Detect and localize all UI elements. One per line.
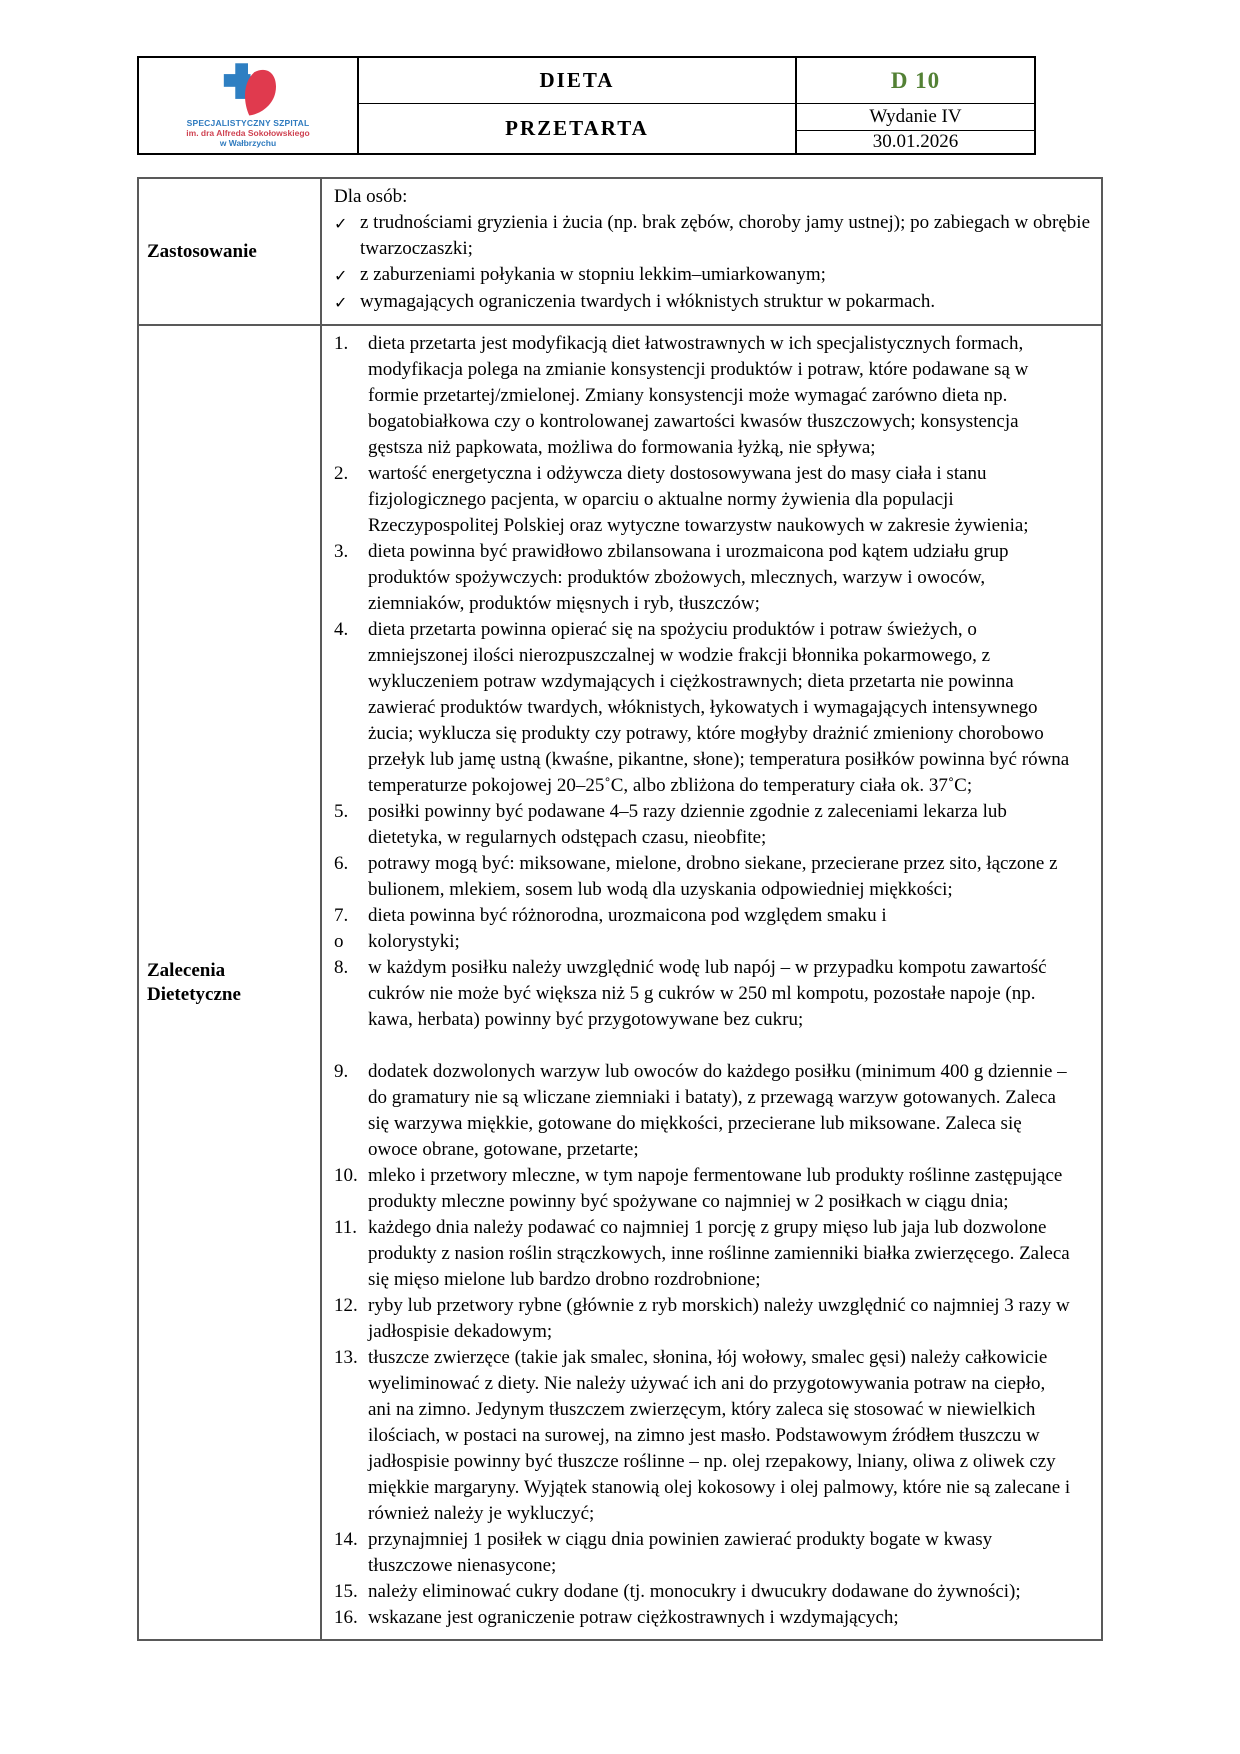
list-item-marker: o [334,931,344,952]
check-item-text: z zaburzeniami połykania w stopniu lekkim–umiarkowanym; [360,264,826,285]
zastosowanie-content [322,179,1101,324]
list-item-text: należy eliminować cukry dodane (tj. monocukry i dwucukry dodawane do żywności); [368,1581,1021,1602]
list-item-marker: 10. [334,1165,358,1186]
list-item-text: wartość energetyczna i odżywcza diety dostosowywana jest do masy ciała i stanu fizjologicznego pacjenta, w oparciu o aktualne normy żywienia dla populacji Rzeczypospolitej Polskiej oraz wytyczne towarzystw naukowych w zakresie żywienia; [368,463,1029,536]
numbered-list-item [334,955,1091,1033]
check-list-item [334,289,1091,316]
list-item-text: dieta powinna być różnorodna, urozmaicona pod względem smaku i [368,905,887,926]
numbered-list [334,331,1091,1631]
list-item-text: tłuszcze zwierzęce (takie jak smalec, słonina, łój wołowy, smalec gęsi) należy całkowicie wyeliminować z diety. Nie należy używać ich ani do przygotowywania potraw na ciepło, ani na zimno. Jedynym tłuszczem zwierzęcym, który zaleca się stosować w niewielkich ilościach, w postaci na surowej, na zimno jest masło. Podstawowym źródłem tłuszczu w jadłospisie powinny być tłuszcze roślinne – np. olej rzepakowy, lniany, oliwa z oliwek czy miękkie margaryny. Wyjątek stanowią olej kokosowy i olej palmowy, które nie są zalecane i również należy je wykluczyć; [368,1347,1071,1524]
list-item-text: każdego dnia należy podawać co najmniej 1 porcję z grupy mięso lub jaja lub dozwolone produkty z nasion roślin strączkowych, inne roślinne zamienniki białka zwierzęcego. Zaleca się mięso mielone lub bardzo drobno rozdrobnione; [368,1217,1070,1290]
numbered-list-item [334,617,1091,799]
list-item-marker: 13. [334,1347,358,1368]
numbered-list-item [334,851,1091,903]
list-item-text: dieta przetarta jest modyfikacją diet łatwostrawnych w ich specjalistycznych formach, modyfikacja polega na zmianie konsystencji produktów i potraw, które podawane są w formie przetartej/zmielonej. Zmiany konsystencji może wymagać zarówno dieta np. bogatobiałkowa czy o kontrolowanej zawartości kwasów tłuszczowych; konsystencja gęstsza niż papkowata, możliwa do formowania łyżką, nie spływa; [368,333,1029,458]
list-item-marker: 1. [334,333,349,354]
numbered-list-item [334,799,1091,851]
check-list-item [334,210,1091,262]
edition-date: 30.01.2026 [872,131,959,152]
list-item-marker: 12. [334,1295,358,1316]
hospital-name-line1: SPECJALISTYCZNY SZPITAL [186,118,310,129]
numbered-list-item [334,331,1091,461]
list-item-marker: 15. [334,1581,358,1602]
row-zalecenia [139,324,1101,1639]
numbered-list-item [334,1163,1091,1215]
diet-code: D 10 [797,58,1034,104]
row-zastosowanie [139,179,1101,324]
list-item-marker: 3. [334,541,349,562]
check-list [334,210,1091,316]
check-item-text: wymagających ograniczenia twardych i włóknistych struktur w pokarmach. [360,291,936,312]
numbered-list-item [334,1605,1091,1631]
numbered-list-item [334,1345,1091,1527]
list-item-text: mleko i przetwory mleczne, w tym napoje fermentowane lub produkty roślinne zastępujące produkty mleczne powinny być spożywane co najmniej w 2 posiłkach w ciągu dnia; [368,1165,1063,1212]
checkmark-icon: ✓ [334,266,348,285]
meta-column [797,58,1034,153]
list-item-marker: 14. [334,1529,358,1550]
numbered-list-item [334,461,1091,539]
numbered-list-item [334,1293,1091,1345]
list-item-text: dodatek dozwolonych warzyw lub owoców do każdego posiłku (minimum 400 g dziennie – do gramatury nie są wliczane ziemniaki i bataty), z przewagą warzyw gotowanych. Zaleca się warzywa miękkie, gotowane do miękkości, przecierane lub miksowane. Zaleca się owoce obrane, gotowane, przetarte; [368,1061,1067,1160]
header-table [137,56,1036,155]
numbered-list-item [334,539,1091,617]
row-label-zalecenia: Zalecenia Dietetyczne [139,326,322,1639]
numbered-list-item [334,903,1091,929]
checkmark-icon: ✓ [334,293,348,312]
numbered-list-item [334,1215,1091,1293]
list-item-marker: 9. [334,1061,349,1082]
list-item-text: ryby lub przetwory rybne (głównie z ryb morskich) należy uwzględnić co najmniej 3 razy w jadłospisie dekadowym; [368,1295,1070,1342]
check-list-item [334,262,1091,289]
hospital-logo-icon [216,62,280,118]
list-item-marker: 8. [334,957,349,978]
list-item-marker: 2. [334,463,349,484]
title-column [357,58,797,153]
document-title: DIETA [359,58,795,104]
hospital-name [186,119,309,148]
hospital-name-line3: w Wałbrzychu [219,137,277,148]
list-item-text: w każdym posiłku należy uwzględnić wodę lub napój – w przypadku kompotu zawartość cukrów nie może być większa niż 5 g cukrów w 250 ml kompotu, pozostałe napoje (np. kawa, herbata) powinny być przygotowywane bez cukru; [368,957,1047,1030]
list-item-text: przynajmniej 1 posiłek w ciągu dnia powinien zawierać produkty bogate w kwasy tłuszczowe nienasycone; [368,1529,993,1576]
list-item-marker: 6. [334,853,349,874]
numbered-list-item [334,1059,1091,1163]
hospital-logo [139,58,357,153]
checkmark-icon: ✓ [334,214,348,233]
list-item-marker: 5. [334,801,349,822]
list-item-text: kolorystyki; [368,931,460,952]
list-item-marker: 11. [334,1217,358,1238]
row-label-zastosowanie: Zastosowanie [139,179,322,324]
list-item-marker: 7. [334,905,349,926]
list-item-text: posiłki powinny być podawane 4–5 razy dziennie zgodnie z zaleceniami lekarza lub dietetyka, w regularnych odstępach czasu, nieobfite; [368,801,1007,848]
numbered-list-item [334,1527,1091,1579]
document-subtitle: PRZETARTA [505,116,649,140]
list-item-marker: 16. [334,1607,358,1628]
numbered-list-item [334,1579,1091,1605]
numbered-list-item [334,929,1091,955]
list-item-text: dieta przetarta powinna opierać się na spożyciu produktów i potraw świeżych, o zmniejszonej ilości nierozpuszczalnej w wodzie frakcji błonnika pokarmowego, z wykluczeniem potraw wzdymających i ciężkostrawnych; dieta przetarta nie powinna zawierać produktów twardych, włóknistych, łykowatych i wymagających intensywnego żucia; wyklucza się produkty czy potrawy, które mogłyby drażnić zmieniony chorobowo przełyk lub jamę ustną (kwaśne, pikantne, słone); temperatura posiłków powinna być równa temperaturze pokojowej 20–25˚C, albo zbliżona do temperatury ciała ok. 37˚C; [368,619,1070,796]
check-item-text: z trudnościami gryzienia i żucia (np. brak zębów, choroby jamy ustnej); po zabiegach w obrębie twarzoczaszki; [360,212,1090,259]
content-table [137,177,1103,1641]
zalecenia-content [322,326,1101,1639]
list-item-text: wskazane jest ograniczenie potraw ciężkostrawnych i wzdymających; [368,1607,899,1628]
list-item-marker: 4. [334,619,349,640]
hospital-name-line2: im. dra Alfreda Sokołowskiego [186,128,310,139]
list-item-text: potrawy mogą być: miksowane, mielone, drobno siekane, przecierane przez sito, łączone z bulionem, mlekiem, sosem lub wodą dla uzyskania odpowiedniej miękkości; [368,853,1058,900]
intro-line: Dla osób: [334,186,408,207]
list-item-text: dieta powinna być prawidłowo zbilansowana i urozmaicona pod kątem udziału grup produktów spożywczych: produktów zbożowych, mlecznych, warzyw i owoców, ziemniaków, produktów mięsnych i ryb, tłuszczów; [368,541,1009,614]
edition-label: Wydanie IV [797,104,1034,131]
